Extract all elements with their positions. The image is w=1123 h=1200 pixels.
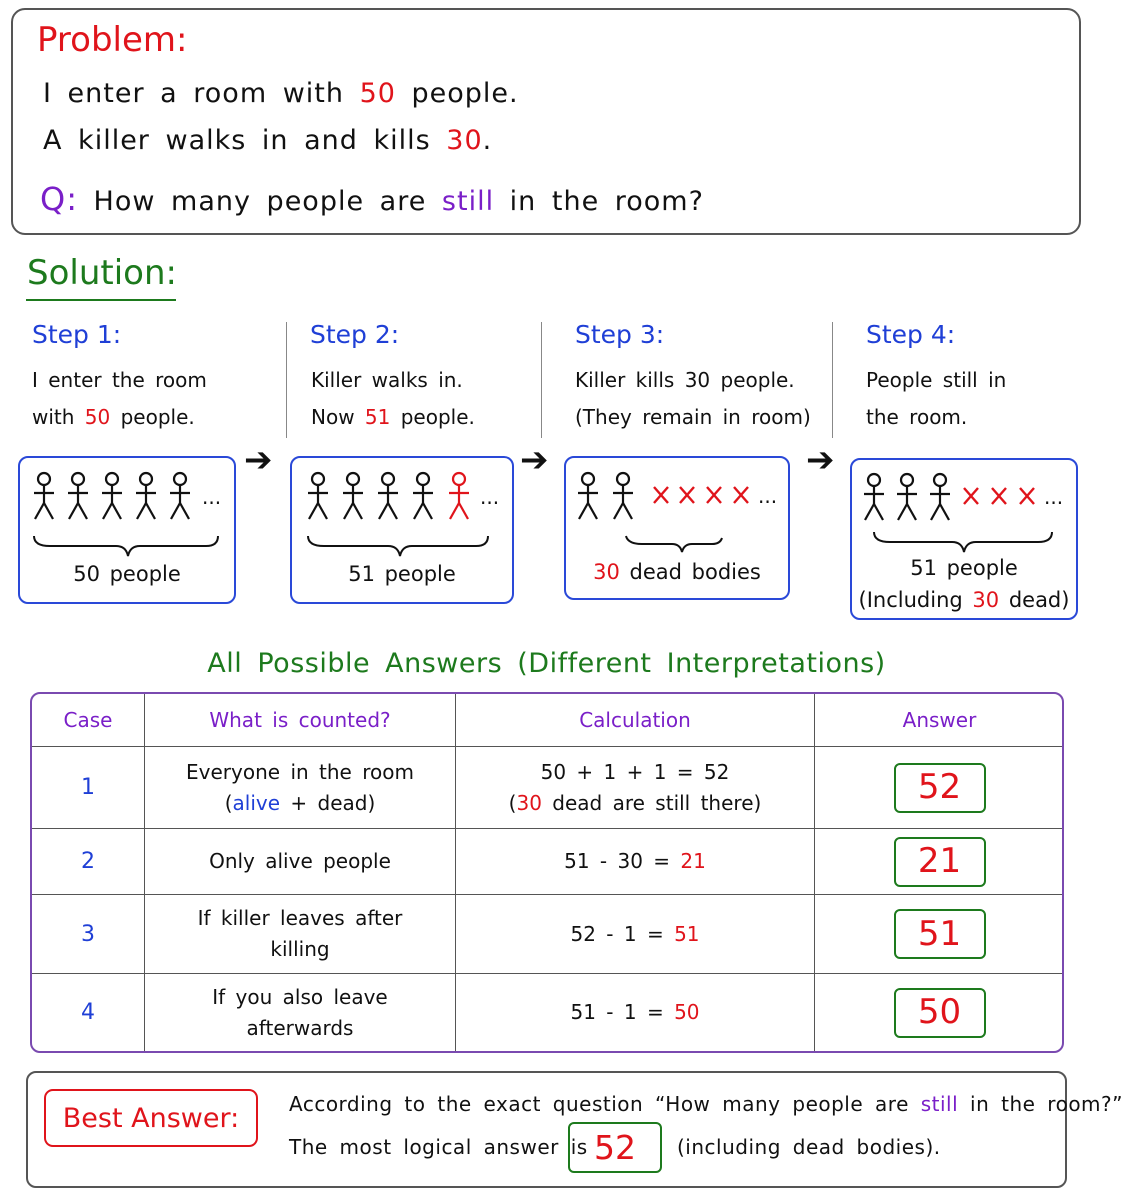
case-number: 1 (81, 775, 95, 800)
step-2-count: 51 (364, 405, 391, 429)
best-answer-text: According to the exact question “How many people are (289, 1092, 921, 1116)
answer-cell (815, 974, 1064, 1051)
dead-still-there-label: dead are still there) (541, 790, 762, 815)
step-2-text (311, 362, 475, 436)
x-mark-icon (680, 487, 694, 503)
stick-figure-icon (897, 474, 917, 520)
question-text: How many people are (77, 186, 442, 217)
step-4-box-label: 51 people (910, 556, 1018, 580)
step-1-line-2-pre: with (32, 405, 85, 429)
case-number: 4 (81, 1000, 95, 1025)
stick-figure-icon (136, 473, 156, 519)
step-divider (541, 322, 542, 438)
x-mark-icon (707, 487, 721, 503)
stick-figure-icon (343, 473, 363, 519)
step-2-box-label: 51 people (348, 562, 456, 586)
problem-line-2-text: A killer walks in and kills (43, 125, 447, 156)
stick-figure-icon (68, 473, 88, 519)
header-what-counted: What is counted? (209, 707, 391, 732)
problem-line-1-text: I enter a room with (43, 78, 360, 109)
answers-table (30, 692, 1064, 1053)
what-counted-line-1: If killer leaves after (197, 906, 403, 930)
answer-box: 52 (894, 763, 986, 813)
stick-figure-icon (930, 474, 950, 520)
paren-open: ( (508, 790, 517, 815)
what-counted-line-1: Everyone in the room (186, 759, 414, 784)
calculation-result: 51 (674, 921, 700, 946)
dead-count: 30 (593, 560, 620, 584)
what-counted-line-1: If you also leave (212, 984, 388, 1009)
best-answer-emphasis: still (920, 1092, 959, 1116)
case-number: 3 (81, 921, 95, 947)
what-counted-line-2: killing (270, 937, 330, 961)
step-4-line-1: People still in (866, 368, 1007, 392)
stick-figure-icon (864, 474, 884, 520)
ellipsis: ... (480, 485, 500, 509)
stick-figure-icon (413, 473, 433, 519)
what-counted-cell: Only alive people (209, 849, 391, 873)
what-counted-cell (145, 974, 455, 1051)
curly-brace (626, 536, 722, 552)
problem-line-2 (43, 125, 492, 156)
calculation-expr: 52 - 1 = (570, 921, 675, 946)
step-divider (286, 322, 287, 438)
step-1-line-2-post: people. (110, 405, 195, 429)
plus-dead-label: + dead) (280, 790, 376, 815)
what-counted-line-2: afterwards (246, 1015, 354, 1040)
x-mark-icon (964, 488, 978, 504)
x-mark-icon (734, 487, 748, 503)
including-label: (Including (858, 588, 973, 612)
step-3-line-2: (They remain in room) (575, 405, 811, 429)
ellipsis: ... (1044, 485, 1064, 509)
step-1-box-label: 50 people (73, 562, 181, 586)
best-answer-text-end: in the room?” (958, 1092, 1123, 1116)
question-emphasis: still (441, 186, 495, 217)
dead-count: 30 (516, 790, 542, 815)
best-answer-value: 52 (568, 1122, 662, 1173)
people-count: 50 (359, 78, 396, 109)
curly-brace (308, 536, 488, 556)
calculation-expr: 51 - 1 = (570, 1000, 675, 1024)
header-answer: Answer (902, 707, 977, 732)
case-number: 2 (81, 849, 95, 874)
calculation-result: 50 (674, 1000, 700, 1024)
question-text-end: in the room? (494, 186, 704, 217)
step-3-box-label (566, 560, 788, 584)
killer-figure-icon (449, 473, 469, 519)
question-marker: Q: (40, 180, 78, 218)
answer-box: 21 (894, 837, 986, 887)
step-2-line-2-post: people. (390, 405, 475, 429)
calculation-cell (456, 895, 814, 973)
ellipsis: ... (202, 485, 222, 509)
calculation-cell (456, 974, 814, 1051)
problem-line-2-end: . (482, 125, 493, 156)
step-3-text (575, 362, 811, 436)
best-answer-line-1 (289, 1092, 1123, 1116)
step-3-box (564, 456, 790, 600)
step-1-line-2 (32, 399, 207, 436)
stick-figure-icon (170, 473, 190, 519)
step-4-line-2: the room. (866, 405, 968, 429)
calculation-cell (456, 829, 814, 894)
calculation-line-1: 50 + 1 + 1 = 52 (540, 759, 730, 784)
step-3-heading: Step 3: (575, 320, 665, 349)
x-mark-icon (654, 487, 668, 503)
header-calculation: Calculation (579, 707, 691, 732)
step-2-heading: Step 2: (310, 320, 400, 349)
stick-figure-icon (378, 473, 398, 519)
step-2-line-2-pre: Now (311, 405, 365, 429)
dead-count: 30 (972, 588, 1000, 612)
stick-figure-icon (102, 473, 122, 519)
calculation-line-2 (509, 788, 762, 819)
step-4-box-label-2 (852, 588, 1076, 612)
answers-title: All Possible Answers (Different Interpretations) (207, 648, 886, 679)
stick-figure-icon (34, 473, 54, 519)
right-arrow-icon: ➔ (244, 440, 273, 480)
kill-count: 30 (446, 125, 483, 156)
best-answer-line-2-end: (including dead bodies). (677, 1135, 941, 1159)
problem-title: Problem: (37, 20, 188, 60)
curly-brace (874, 532, 1052, 552)
problem-line-1 (43, 78, 519, 109)
stick-figure-icon (578, 473, 598, 519)
step-2-line-1: Killer walks in. (311, 368, 463, 392)
answer-box: 50 (894, 988, 986, 1038)
step-divider (832, 322, 833, 438)
header-case: Case (63, 707, 113, 732)
problem-question (40, 180, 704, 218)
step-4-box (850, 458, 1078, 620)
step-1-count: 50 (84, 405, 111, 429)
answer-cell (815, 895, 1064, 973)
dead-bodies-label: dead bodies (619, 560, 761, 584)
step-2-box (290, 456, 514, 604)
answer-box: 51 (894, 909, 986, 959)
step-3-line-1: Killer kills 30 people. (575, 368, 795, 392)
ellipsis: ... (758, 484, 778, 508)
curly-brace (34, 536, 218, 556)
calculation-cell (456, 747, 814, 828)
x-mark-icon (992, 488, 1006, 504)
step-1-box (18, 456, 236, 604)
paren-open: ( (224, 790, 233, 815)
right-arrow-icon: ➔ (520, 440, 549, 480)
calculation-expr: 51 - 30 = (564, 849, 681, 873)
stick-figure-icon (613, 473, 633, 519)
problem-line-1-end: people. (395, 78, 519, 109)
what-counted-cell (145, 895, 455, 973)
what-counted-cell (145, 747, 455, 828)
answer-cell (815, 747, 1064, 828)
solution-title: Solution: (27, 253, 177, 293)
step-4-text (866, 362, 1006, 436)
what-counted-line-2 (225, 788, 376, 819)
dead-label: dead) (999, 588, 1070, 612)
calculation-result: 21 (680, 849, 706, 873)
step-2-line-2 (311, 399, 475, 436)
step-1-text (32, 362, 207, 436)
answer-cell (815, 829, 1064, 894)
step-4-heading: Step 4: (866, 320, 956, 349)
step-1-line-1: I enter the room (32, 368, 207, 392)
right-arrow-icon: ➔ (806, 440, 835, 480)
best-answer-line-2: The most logical answer is (289, 1135, 588, 1159)
step-1-heading: Step 1: (32, 320, 122, 349)
alive-label: alive (232, 790, 281, 815)
best-answer-label: Best Answer: (44, 1089, 258, 1147)
solution-underline (26, 299, 176, 301)
stick-figure-icon (308, 473, 328, 519)
x-mark-icon (1020, 488, 1034, 504)
